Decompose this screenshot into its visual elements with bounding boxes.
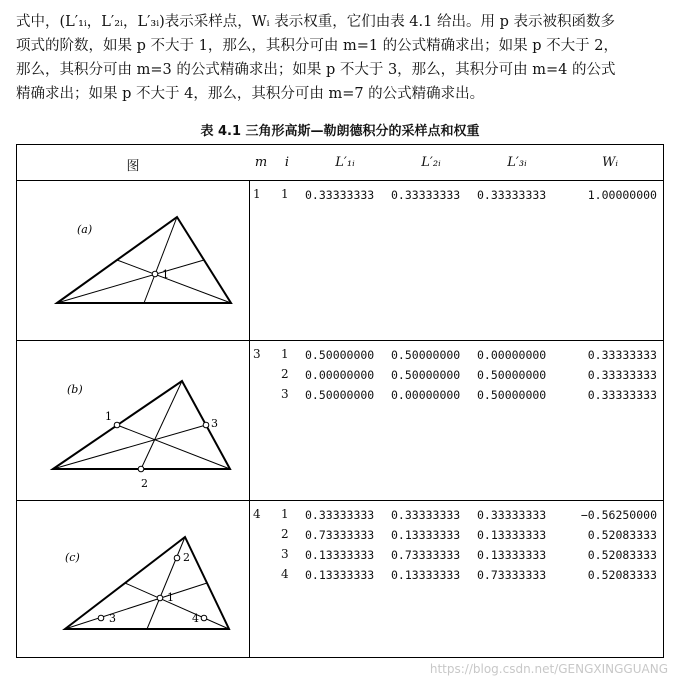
figure-column-rule [249, 181, 250, 657]
l1-value: 0.50000000 [305, 388, 375, 402]
l3-value: 0.00000000 [477, 348, 547, 362]
weight-value: 0.33333333 [587, 388, 657, 402]
weight-value: 0.52083333 [587, 528, 657, 542]
weight-value: −0.56250000 [580, 508, 657, 522]
header-l1: L′₁ᵢ [335, 155, 355, 170]
i-value: 2 [281, 527, 289, 541]
l2-value: 0.00000000 [391, 388, 461, 402]
sample-point [201, 615, 207, 621]
weight-value: 0.33333333 [587, 368, 657, 382]
m-value: 1 [253, 187, 261, 201]
l1-value: 0.33333333 [305, 508, 375, 522]
point-label: 1 [167, 591, 174, 604]
i-value: 3 [281, 387, 289, 401]
figure-label: (b) [67, 383, 83, 396]
l2-value: 0.13333333 [391, 528, 461, 542]
point-label: 4 [192, 612, 199, 625]
sample-point [114, 422, 120, 428]
point-label: 1 [105, 410, 112, 423]
paragraph-line: 那么，其积分可由 m=3 的公式精确求出；如果 p 不大于 3，那么，其积分可由 m=4 的公式 [16, 62, 616, 78]
sample-point [138, 466, 144, 472]
figure-label: (c) [65, 551, 80, 564]
i-value: 4 [281, 567, 289, 581]
median-line [117, 260, 231, 303]
figure-a [17, 181, 249, 343]
point-label: 1 [162, 268, 169, 281]
triangle-diagram-b [17, 341, 249, 499]
median-line [117, 425, 230, 469]
point-label: 2 [183, 551, 190, 564]
header-l3: L′₃ᵢ [507, 155, 527, 170]
triangle-diagram-a [17, 181, 249, 339]
i-value: 1 [281, 347, 289, 361]
l1-value: 0.13333333 [305, 548, 375, 562]
l3-value: 0.50000000 [477, 368, 547, 382]
m-value: 3 [253, 347, 261, 361]
weight-value: 0.33333333 [587, 348, 657, 362]
figure-c [17, 501, 249, 661]
l1-value: 0.50000000 [305, 348, 375, 362]
header-figure: 图 [126, 159, 140, 174]
sample-point [157, 595, 163, 601]
header-m: m [254, 155, 268, 170]
l2-value: 0.13333333 [391, 568, 461, 582]
l2-value: 0.50000000 [391, 368, 461, 382]
median-line [53, 425, 206, 469]
m-value: 4 [253, 507, 261, 521]
point-label: 3 [211, 417, 218, 430]
header-l2: L′₂ᵢ [421, 155, 441, 170]
point-label: 2 [141, 477, 148, 490]
median-line [57, 260, 204, 303]
l2-value: 0.50000000 [391, 348, 461, 362]
triangle-diagram-c [17, 501, 249, 657]
point-label: 3 [109, 612, 116, 625]
sample-point [152, 271, 158, 277]
l3-value: 0.50000000 [477, 388, 547, 402]
l2-value: 0.73333333 [391, 548, 461, 562]
sample-point [98, 615, 104, 621]
figure-label: (a) [77, 223, 93, 236]
median-line [65, 583, 207, 629]
l1-value: 0.00000000 [305, 368, 375, 382]
i-value: 1 [281, 507, 289, 521]
l1-value: 0.13333333 [305, 568, 375, 582]
table-caption: 表 4.1 三角形高斯—勒朗德积分的采样点和权重 [200, 124, 480, 139]
l1-value: 0.73333333 [305, 528, 375, 542]
body-paragraph [16, 10, 672, 106]
l3-value: 0.13333333 [477, 548, 547, 562]
median-line [125, 583, 229, 629]
paragraph-line: 项式的阶数，如果 p 不大于 1，那么，其积分可由 m=1 的公式精确求出；如果 p 不大于 2， [16, 38, 619, 54]
sample-points-table [16, 144, 664, 658]
l3-value: 0.33333333 [477, 508, 547, 522]
sample-point [203, 422, 209, 428]
weight-value: 1.00000000 [587, 188, 657, 202]
l3-value: 0.33333333 [477, 188, 547, 202]
weight-value: 0.52083333 [587, 568, 657, 582]
header-i: i [284, 155, 290, 170]
i-value: 3 [281, 547, 289, 561]
sample-point [174, 555, 180, 561]
weight-value: 0.52083333 [587, 548, 657, 562]
figure-b [17, 341, 249, 503]
l1-value: 0.33333333 [305, 188, 375, 202]
paragraph-line: 式中，(L′₁ᵢ，L′₂ᵢ，L′₃ᵢ)表示采样点，Wᵢ 表示权重，它们由表 4.1 给出。用 p 表示被积函数多 [16, 14, 615, 30]
l2-value: 0.33333333 [391, 188, 461, 202]
paragraph-line: 精确求出；如果 p 不大于 4，那么，其积分可由 m=7 的公式精确求出。 [16, 86, 485, 102]
i-value: 2 [281, 367, 289, 381]
l3-value: 0.73333333 [477, 568, 547, 582]
l2-value: 0.33333333 [391, 508, 461, 522]
watermark: https://blog.csdn.net/GENGXINGGUANG [429, 662, 668, 676]
i-value: 1 [281, 187, 289, 201]
header-w: Wᵢ [602, 155, 618, 170]
l3-value: 0.13333333 [477, 528, 547, 542]
